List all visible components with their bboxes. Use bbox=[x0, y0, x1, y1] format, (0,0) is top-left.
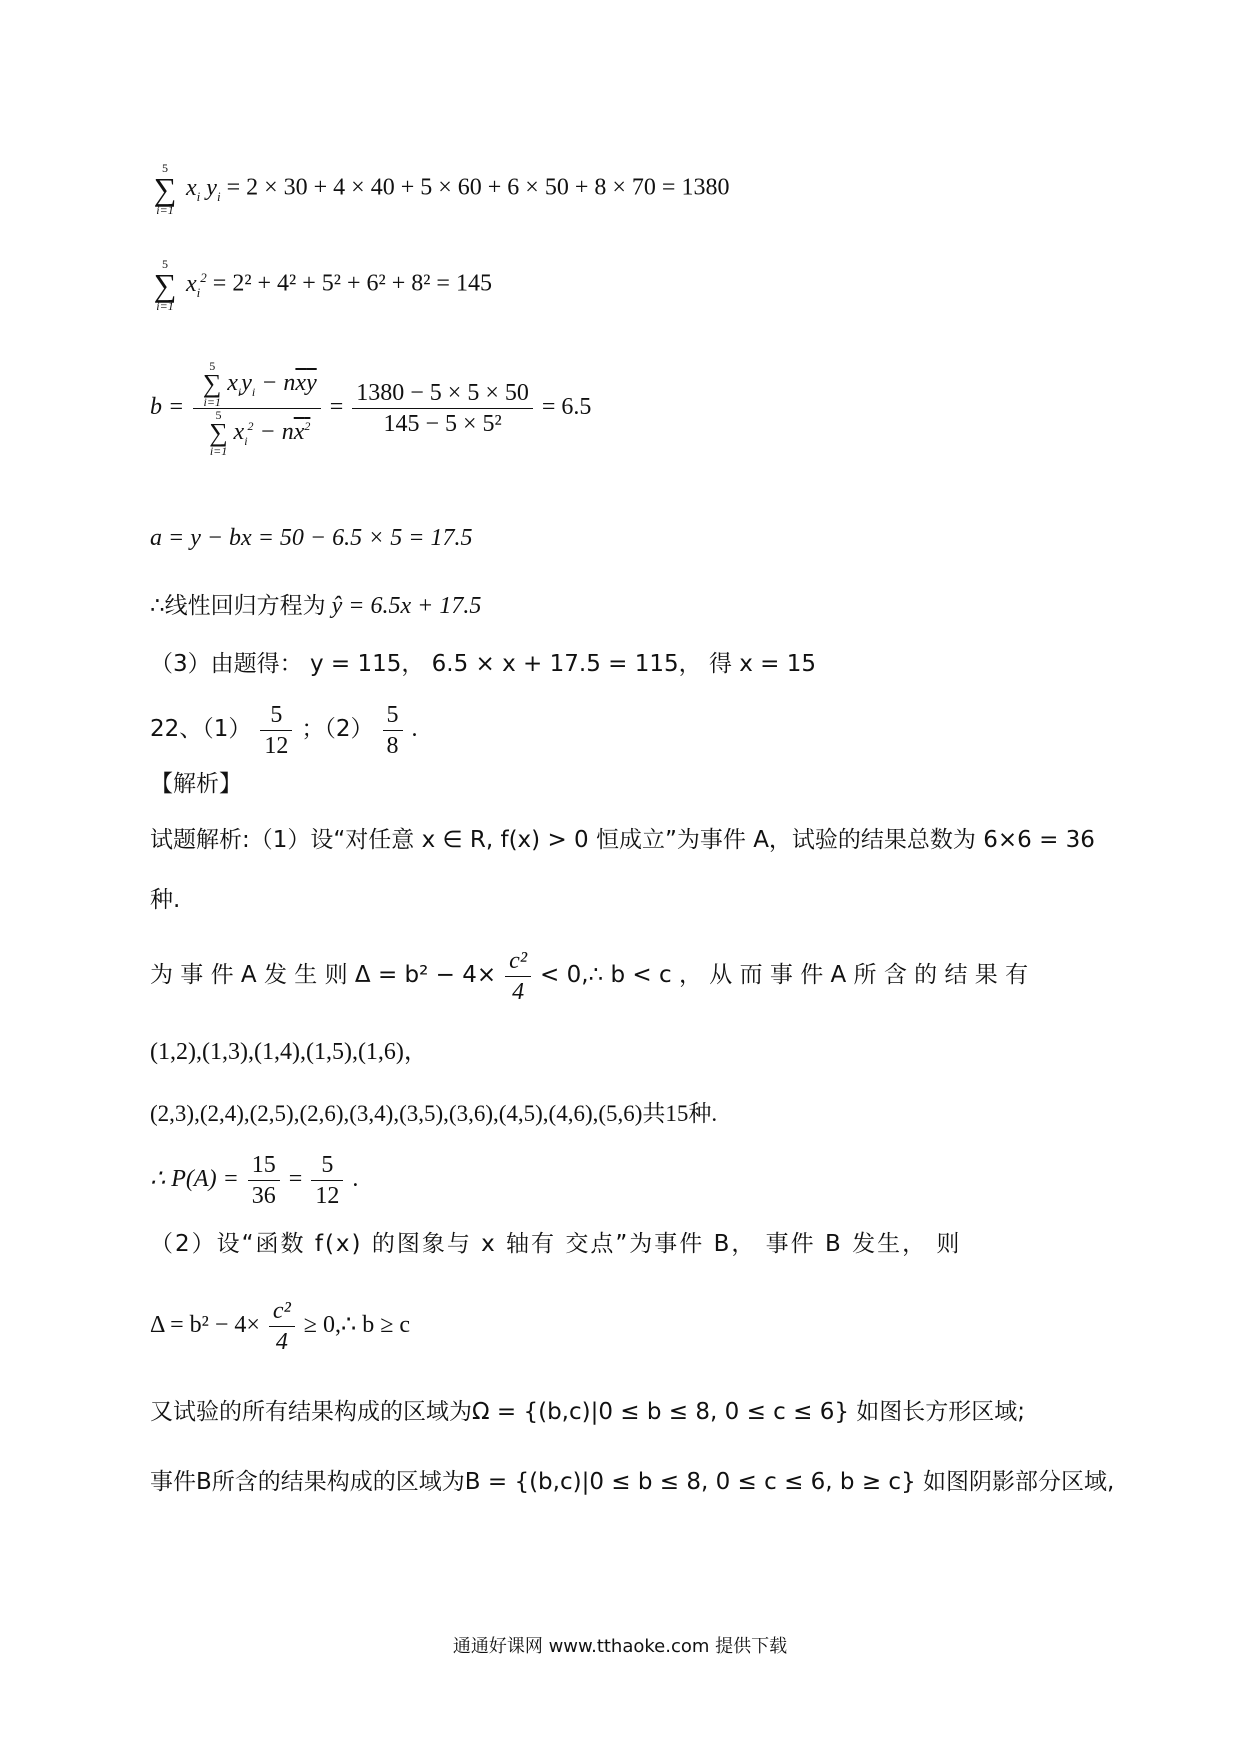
part3-line: （3）由题得： y = 115， 6.5 × x + 17.5 = 115， 得 x = 15 bbox=[150, 651, 817, 677]
omega-region-line: 又试验的所有结果构成的区域为Ω = {(b,c)|0 ≤ b ≤ 8, 0 ≤ c ≤ 6} 如图长方形区域; bbox=[150, 1399, 1026, 1425]
probability-a-line: ∴ P(A) = $\frac{15}{36}$ = $\frac{5}{12}$ . bbox=[150, 1152, 359, 1209]
footer-credit: 通通好课网 www.tthaoke.com 提供下载 bbox=[452, 1636, 788, 1657]
regression-equation: ŷ = 6.5x + 17.5 bbox=[331, 593, 482, 619]
p-a-fraction-1: $\frac{15}{36}$ bbox=[248, 1150, 280, 1211]
event-a-condition-line: 为 事 件 A 发 生 则 Δ = b² − 4× $\frac{\text{c²}}{4}$ < 0,∴ b < c ， 从 而 事 件 A 所 含 的 结 果 有 bbox=[150, 948, 1029, 1005]
c-squared-over-4-b: $\frac{\text{c²}}{4}$ bbox=[269, 1296, 295, 1357]
answer-22-line: 22、（1） $\frac{5}{12}$ ；（2） $\frac{5}{8}$ . bbox=[150, 702, 418, 759]
sum-x2-line: 5 ∑ i=1 $x_i^2 = 2^2 + 4^2 + 5^2 + 6^2 + 8^2 = 145$ bbox=[150, 258, 492, 312]
sum-symbol: 5 ∑ i=1 bbox=[153, 161, 177, 217]
sum-xy-line: 5 ∑ i=1 $x_i$ $y_i = 2 \times 30 + 4 \times 40 + 5 \times 60 + 6 \times 50 + 8 \times 70 = 1380$ bbox=[150, 162, 729, 216]
c-squared-over-4: $\frac{\text{c²}}{4}$ bbox=[505, 946, 531, 1007]
sum-x2-value: = 2² + 4² + 5² + 6² + 8² = 145 bbox=[212, 270, 492, 297]
sum-symbol: 5 ∑ i=1 bbox=[153, 257, 177, 313]
a-formula-line: a = y − bx = 50 − 6.5 × 5 = 17.5 bbox=[150, 525, 473, 551]
answer-22-1-fraction: $\frac{5}{12}$ bbox=[260, 700, 292, 761]
part2-line: （2）设“函数 f(x) 的图象与 x 轴有 交点”为事件 B， 事件 B 发生， 则 bbox=[150, 1231, 962, 1257]
event-b-condition-line: Δ = b² − 4× $\frac{\text{c²}}{4}$ ≥ 0,∴ b ≥ c bbox=[150, 1298, 411, 1355]
p-a-fraction-2: $\frac{5}{12}$ bbox=[311, 1150, 343, 1211]
outcomes-line-1: (1,2),(1,3),(1,4),(1,5),(1,6)， bbox=[150, 1039, 428, 1065]
b-general-fraction: 5 ∑ i=1 $x_iy_i - n\overline{x}\overline{y}$ 5 ∑ i=1 $x_i^2 - nx^2$ bbox=[193, 360, 321, 457]
b-region-line: 事件B所含的结果构成的区域为B = {(b,c)|0 ≤ b ≤ 8, 0 ≤ c ≤ 6, b ≥ c} 如图阴影部分区域, bbox=[150, 1469, 1115, 1495]
analysis-line-1: 试题解析:（1）设“对任意 x ∈ R, f(x) > 0 恒成立”为事件 A，试验的结果总数为 6×6 = 36 bbox=[150, 827, 1095, 853]
b-formula-line: b = 5 ∑ i=1 $x_iy_i - n\overline{x}\overline{y}$ 5 ∑ i=1 $x_i^2 - nx^2$ = $\frac{1380 - 5 \times 5 \times 50}{\text{145 − 5 × 5²}}$ = 6.5 bbox=[150, 359, 592, 458]
analysis-heading: 【解析】 bbox=[150, 771, 242, 797]
analysis-line-2: 种. bbox=[150, 887, 181, 913]
regression-equation-line: ∴线性回归方程为 ŷ = 6.5x + 17.5 bbox=[150, 593, 482, 619]
sum-xy-value: = 2 × 30 + 4 × 40 + 5 × 60 + 6 × 50 + 8 × 70 = 1380 bbox=[226, 174, 730, 201]
outcomes-line-2: (2,3),(2,4),(2,5),(2,6),(3,4),(3,5),(3,6),(4,5),(4,6),(5,6)共15种. bbox=[150, 1101, 718, 1126]
b-result: = 6.5 bbox=[541, 394, 592, 421]
answer-22-2-fraction: $\frac{5}{8}$ bbox=[383, 700, 403, 761]
b-label: b = bbox=[150, 394, 185, 421]
b-value-fraction: $\frac{1380 - 5 \times 5 \times 50}{\text{145 − 5 × 5²}}$ bbox=[352, 378, 533, 439]
